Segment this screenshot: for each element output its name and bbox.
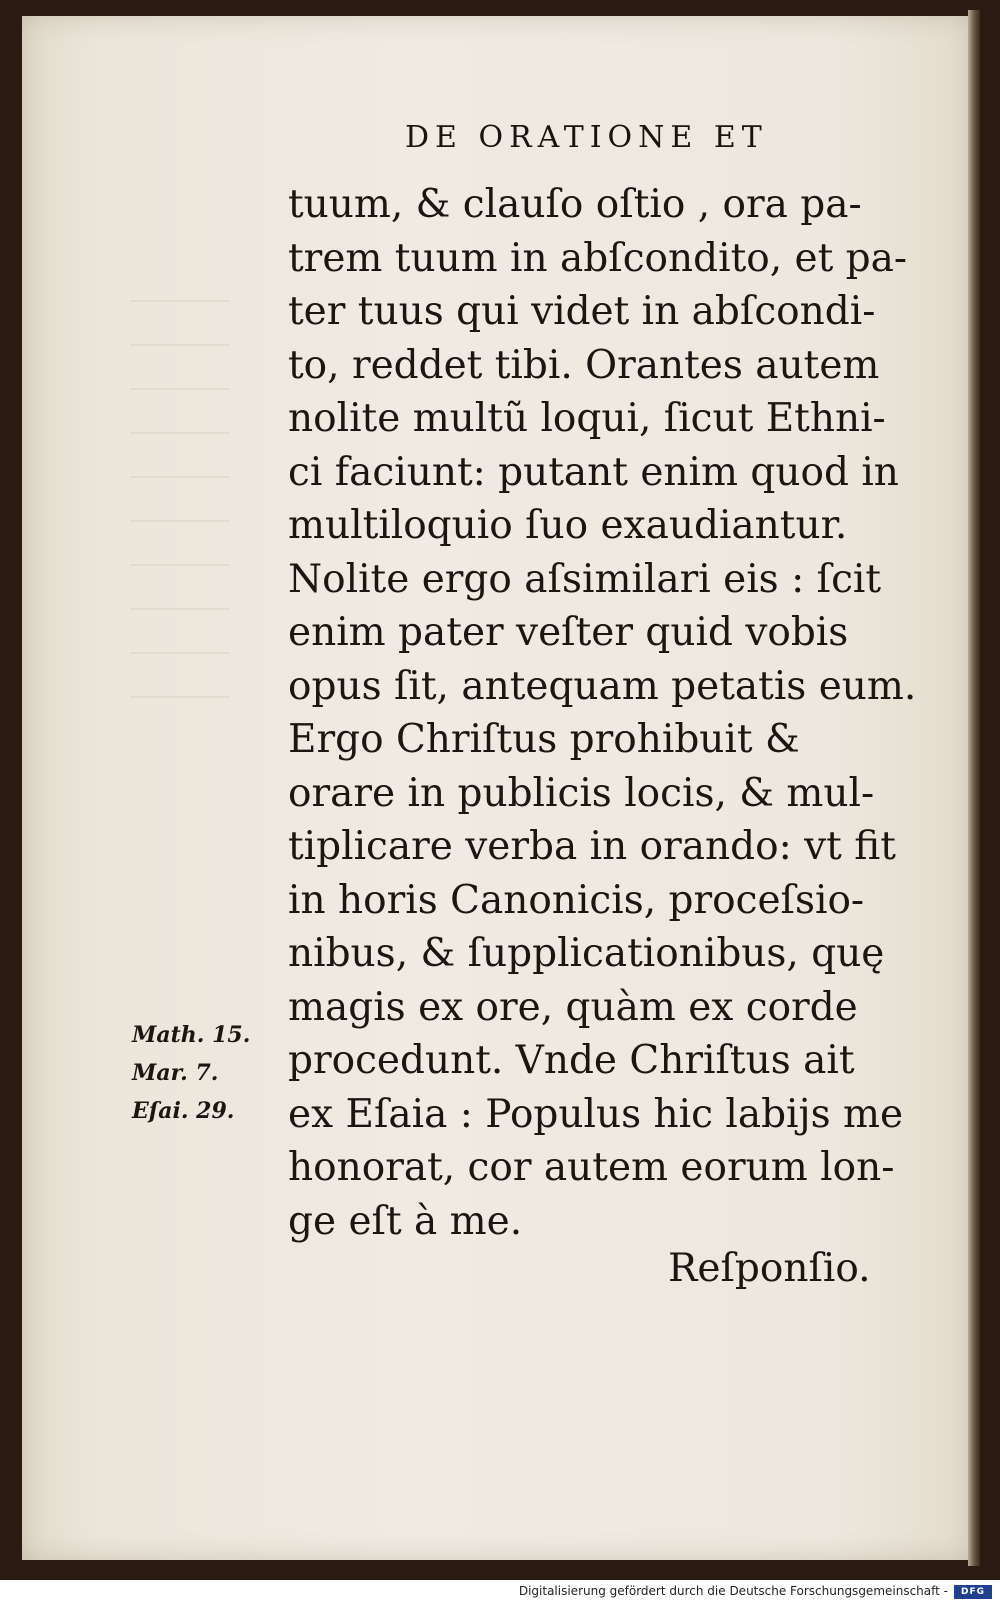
text-line: Nolite ergo aſsimilari eis : ſcit [288, 556, 882, 602]
text-line: to, reddet tibi. Orantes autem [288, 342, 880, 388]
margin-note: Mar. 7. [132, 1060, 219, 1086]
text-line: ex Eſaia : Populus hic labijs me [288, 1091, 904, 1137]
text-line: multiloquio ſuo exaudiantur. [288, 503, 848, 548]
margin-note: Math. 15. [132, 1022, 251, 1048]
page-edge-shadow [968, 10, 980, 1566]
catchword: Reſponſio. [668, 1246, 871, 1291]
text-line: ci faciunt: putant enim quod in [288, 449, 899, 495]
text-line: nolite multũ loqui, ſicut Ethni- [288, 396, 886, 441]
text-line: honorat, cor autem eorum lon- [288, 1145, 895, 1190]
text-line: magis ex ore, quàm ex corde [288, 984, 858, 1030]
show-through-text [130, 300, 230, 700]
text-line: opus ſit, antequam petatis eum. [288, 663, 917, 709]
text-line: orare in publicis locis, & mul- [288, 770, 875, 816]
text-line: nibus, & ſupplicationibus, quę [288, 931, 885, 976]
text-line: Ergo Chriſtus prohibuit & [288, 717, 800, 762]
dfg-logo: DFG [954, 1585, 992, 1599]
margin-note: Eſai. 29. [132, 1098, 235, 1124]
footer-bar [0, 1582, 1000, 1603]
text-line: tuum, & clauſo oſtio , ora pa- [288, 182, 862, 227]
text-line: ter tuus qui videt in abſcondi- [288, 289, 876, 334]
text-line: tiplicare verba in orando: vt fit [288, 824, 896, 869]
running-header: DE ORATIONE ET [405, 120, 768, 155]
text-line: ge eſt à me. [288, 1198, 523, 1244]
body-text [288, 178, 918, 1248]
text-line: in horis Canonicis, proceſsio- [288, 877, 865, 923]
text-line: procedunt. Vnde Chriſtus ait [288, 1038, 855, 1083]
text-line: enim pater veſter quid vobis [288, 610, 849, 655]
marginal-references [132, 1016, 250, 1130]
funding-credit: Digitalisierung gefördert durch die Deutsche Forschungsgemeinschaft - [518, 1584, 948, 1598]
text-line: trem tuum in abſcondito, et pa- [288, 235, 908, 281]
